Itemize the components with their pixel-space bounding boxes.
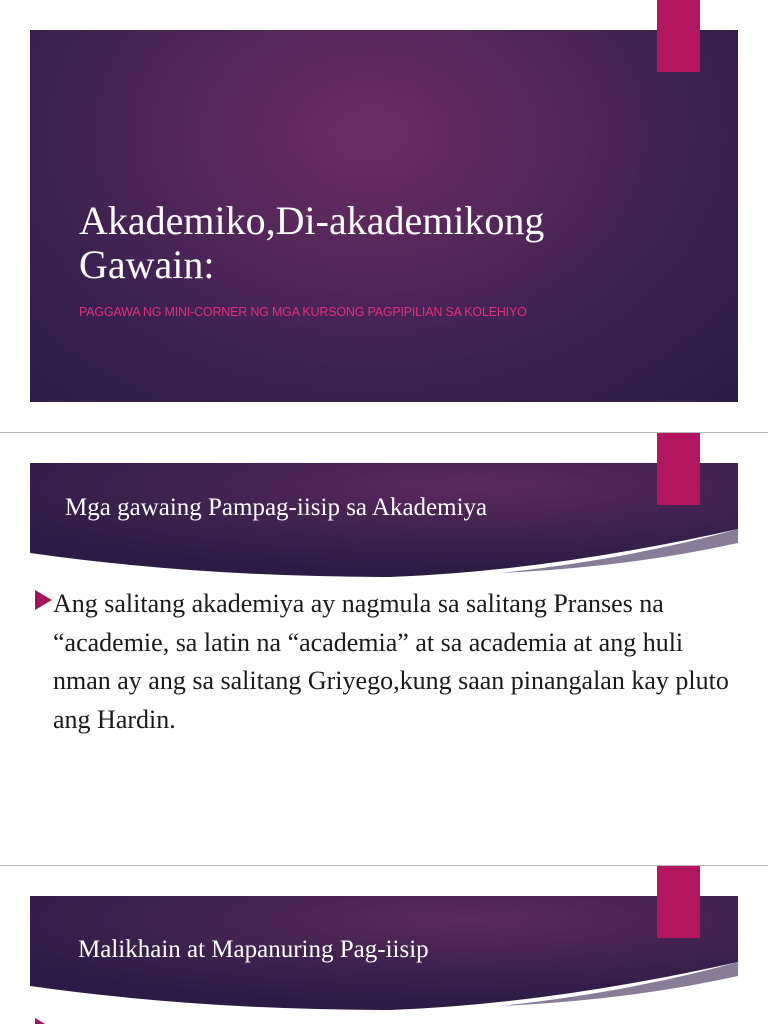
slide-subtitle: PAGGAWA NG MINI-CORNER NG MGA KURSONG PAGPIPILIAN SA KOLEHIYO (79, 305, 527, 319)
slide-title: Akademiko,Di-akademikong Gawain: (79, 198, 545, 287)
bullet-triangle-icon (35, 590, 52, 610)
slide-accent-tab (657, 0, 700, 72)
bullet-text: Ang salitang akademiya ay nagmula sa salitang Pranses na “academie, sa latin na “academia” at sa academia at ang huli nman ay ang sa salitang Griyego,kung saan pinangalan kay pluto ang Hardin. (53, 589, 729, 734)
bullet-triangle-icon (35, 1018, 52, 1024)
slide-accent-tab (657, 433, 700, 505)
title-slide (0, 0, 768, 432)
slide-accent-tab (657, 866, 700, 938)
content-slide (0, 866, 768, 1024)
slide-heading: Malikhain at Mapanuring Pag-iisip (78, 936, 429, 963)
content-slide (0, 433, 768, 865)
slide-heading: Mga gawaing Pampag-iisip sa Akademiya (65, 494, 488, 521)
